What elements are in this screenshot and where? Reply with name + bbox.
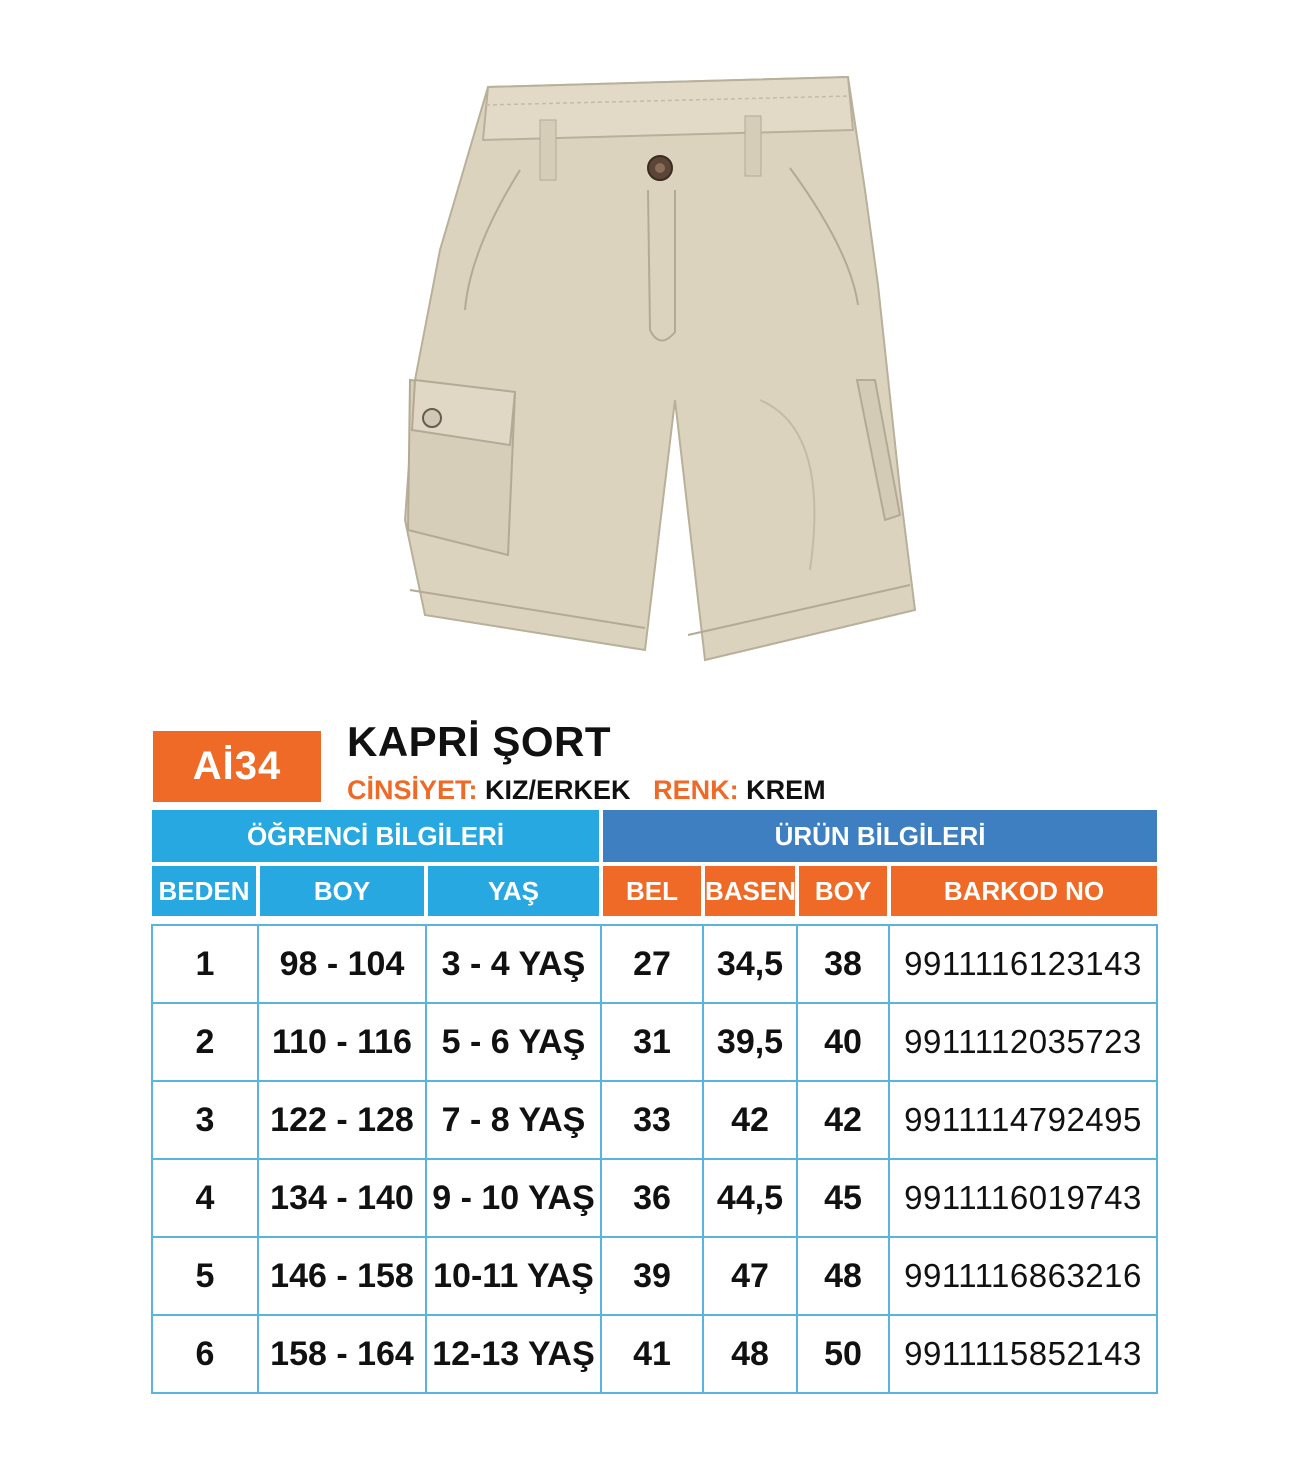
cell-bel: 39 (601, 1237, 703, 1315)
column-header-boy-student: BOY (258, 866, 426, 916)
cell-barkod: 9911115852143 (889, 1315, 1157, 1393)
color-label: RENK: (653, 775, 739, 805)
cell-boy: 110 - 116 (258, 1003, 426, 1081)
cell-urun-boy: 40 (797, 1003, 889, 1081)
product-info-header: ÜRÜN BİLGİLERİ (601, 810, 1157, 862)
cell-urun-boy: 48 (797, 1237, 889, 1315)
cell-boy: 122 - 128 (258, 1081, 426, 1159)
cell-barkod: 9911114792495 (889, 1081, 1157, 1159)
cell-basen: 48 (703, 1315, 797, 1393)
size-chart-table (151, 810, 1158, 1394)
product-meta-line (347, 775, 826, 806)
gender-label: CİNSİYET: (347, 775, 478, 805)
column-header-bel: BEL (601, 866, 703, 916)
cell-boy: 146 - 158 (258, 1237, 426, 1315)
column-header-beden: BEDEN (152, 866, 258, 916)
cell-beden: 2 (152, 1003, 258, 1081)
column-header-boy-product: BOY (797, 866, 889, 916)
cell-basen: 34,5 (703, 925, 797, 1003)
cell-beden: 6 (152, 1315, 258, 1393)
cell-urun-boy: 38 (797, 925, 889, 1003)
cell-bel: 33 (601, 1081, 703, 1159)
table-row (152, 1081, 1157, 1159)
product-title: KAPRİ ŞORT (347, 718, 612, 765)
product-code-badge: Aİ34 (153, 731, 321, 802)
student-info-header: ÖĞRENCİ BİLGİLERİ (152, 810, 601, 862)
table-row (152, 925, 1157, 1003)
cell-beden: 5 (152, 1237, 258, 1315)
table-row (152, 1159, 1157, 1237)
cell-yas: 9 - 10 YAŞ (426, 1159, 601, 1237)
cell-bel: 36 (601, 1159, 703, 1237)
cell-beden: 3 (152, 1081, 258, 1159)
cell-urun-boy: 45 (797, 1159, 889, 1237)
cell-urun-boy: 42 (797, 1081, 889, 1159)
cell-basen: 44,5 (703, 1159, 797, 1237)
cell-barkod: 9911116123143 (889, 925, 1157, 1003)
column-header-yas: YAŞ (426, 866, 601, 916)
cell-basen: 39,5 (703, 1003, 797, 1081)
table-row (152, 1315, 1157, 1393)
cell-yas: 3 - 4 YAŞ (426, 925, 601, 1003)
cell-boy: 158 - 164 (258, 1315, 426, 1393)
shorts-product-image (370, 50, 940, 670)
column-header-barkod: BARKOD NO (889, 866, 1157, 916)
cell-yas: 10-11 YAŞ (426, 1237, 601, 1315)
cell-boy: 134 - 140 (258, 1159, 426, 1237)
cell-basen: 47 (703, 1237, 797, 1315)
gender-value: KIZ/ERKEK (485, 775, 631, 805)
table-row (152, 1237, 1157, 1315)
cell-barkod: 9911112035723 (889, 1003, 1157, 1081)
cell-barkod: 9911116019743 (889, 1159, 1157, 1237)
table-row (152, 1003, 1157, 1081)
cell-beden: 1 (152, 925, 258, 1003)
cell-barkod: 9911116863216 (889, 1237, 1157, 1315)
cell-bel: 41 (601, 1315, 703, 1393)
cell-yas: 12-13 YAŞ (426, 1315, 601, 1393)
cell-bel: 27 (601, 925, 703, 1003)
cell-bel: 31 (601, 1003, 703, 1081)
column-header-basen: BASEN (703, 866, 797, 916)
cell-yas: 7 - 8 YAŞ (426, 1081, 601, 1159)
cell-boy: 98 - 104 (258, 925, 426, 1003)
cell-yas: 5 - 6 YAŞ (426, 1003, 601, 1081)
cell-beden: 4 (152, 1159, 258, 1237)
cell-urun-boy: 50 (797, 1315, 889, 1393)
cell-basen: 42 (703, 1081, 797, 1159)
color-value: KREM (746, 775, 826, 805)
